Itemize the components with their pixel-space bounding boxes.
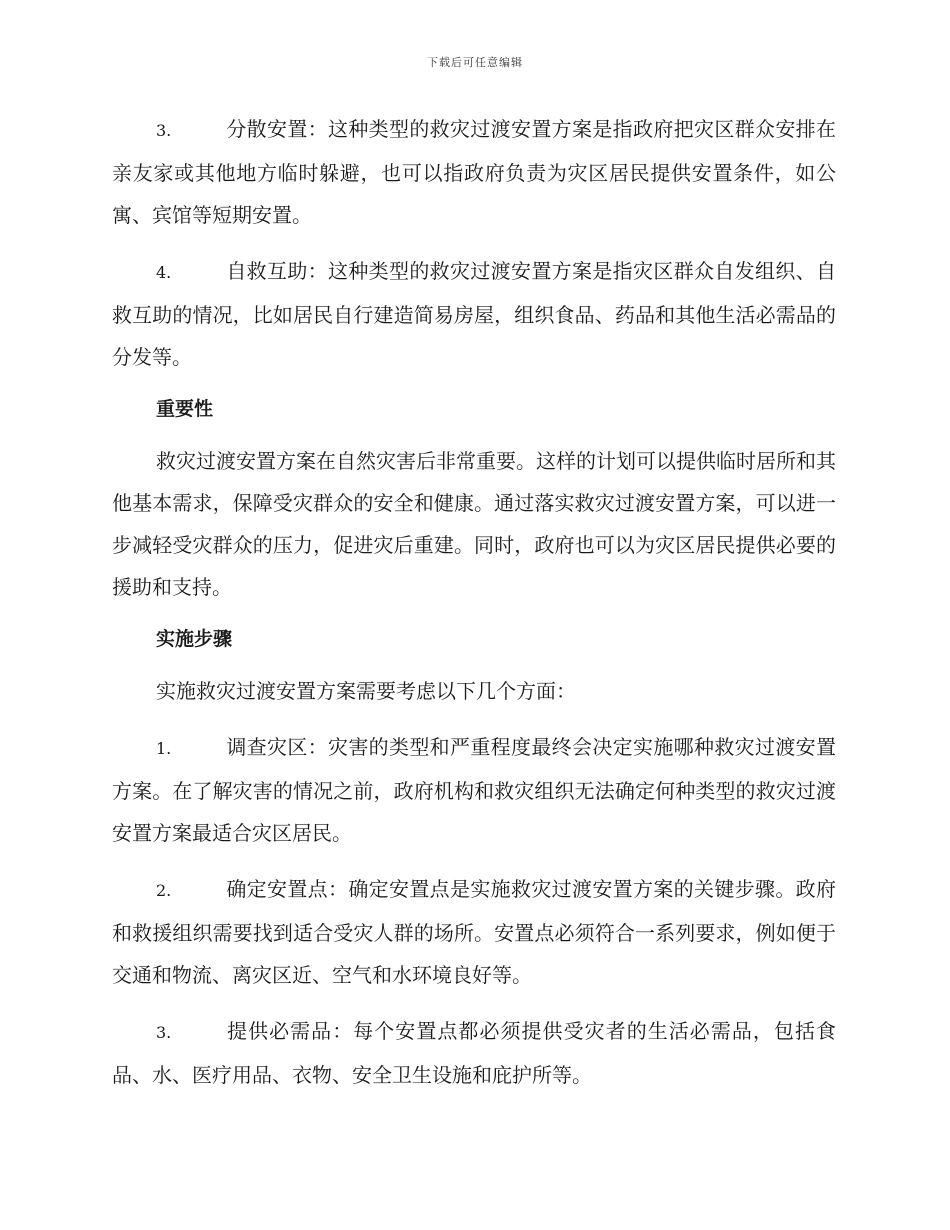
importance-paragraph: 救灾过渡安置方案在自然灾害后非常重要。这样的计划可以提供临时居所和其他基本需求，保障受灾群众的安全和健康。通过落实救灾过渡安置方案，可以进一步减轻受灾群众的压力，促进灾后重建。同时，政府也可以为灾区居民提供必要的援助和支持。 xyxy=(112,449,836,599)
list-item-3-dispersed xyxy=(112,108,836,236)
list-item-4-self-help xyxy=(112,250,836,378)
list-item-text: 调查灾区：灾害的类型和严重程度最终会决定实施哪种救灾过渡安置方案。在了解灾害的情况之前，政府机构和救灾组织无法确定何种类型的救灾过渡安置方案最适合灾区居民。 xyxy=(112,735,836,845)
document-body xyxy=(112,108,836,1110)
list-number: 4. xyxy=(156,263,172,282)
list-item-text: 确定安置点：确定安置点是实施救灾过渡安置方案的关键步骤。政府和救援组织需要找到适合受灾人群的场所。安置点必须符合一系列要求，例如便于交通和物流、离灾区近、空气和水环境良好等。 xyxy=(112,877,836,987)
section-heading-steps: 实施步骤 xyxy=(156,628,233,650)
list-item-text: 提供必需品：每个安置点都必须提供受灾者的生活必需品，包括食品、水、医疗用品、衣物、安全卫生设施和庇护所等。 xyxy=(112,1019,836,1087)
step-item-2 xyxy=(112,868,836,996)
list-number: 3. xyxy=(156,121,172,140)
list-number: 1. xyxy=(156,739,172,758)
step-item-3 xyxy=(112,1010,836,1096)
list-item-text: 自救互助：这种类型的救灾过渡安置方案是指灾区群众自发组织、自救互助的情况，比如居民自行建造简易房屋，组织食品、药品和其他生活必需品的分发等。 xyxy=(112,259,836,369)
page-header: 下载后可任意编辑 xyxy=(427,56,523,69)
list-number: 2. xyxy=(156,881,172,900)
steps-intro-paragraph: 实施救灾过渡安置方案需要考虑以下几个方面： xyxy=(156,679,576,703)
list-number: 3. xyxy=(156,1023,172,1042)
section-heading-importance: 重要性 xyxy=(156,398,214,420)
step-item-1 xyxy=(112,726,836,854)
list-item-text: 分散安置：这种类型的救灾过渡安置方案是指政府把灾区群众安排在亲友家或其他地方临时躲避，也可以指政府负责为灾区居民提供安置条件，如公寓、宾馆等短期安置。 xyxy=(112,117,836,227)
